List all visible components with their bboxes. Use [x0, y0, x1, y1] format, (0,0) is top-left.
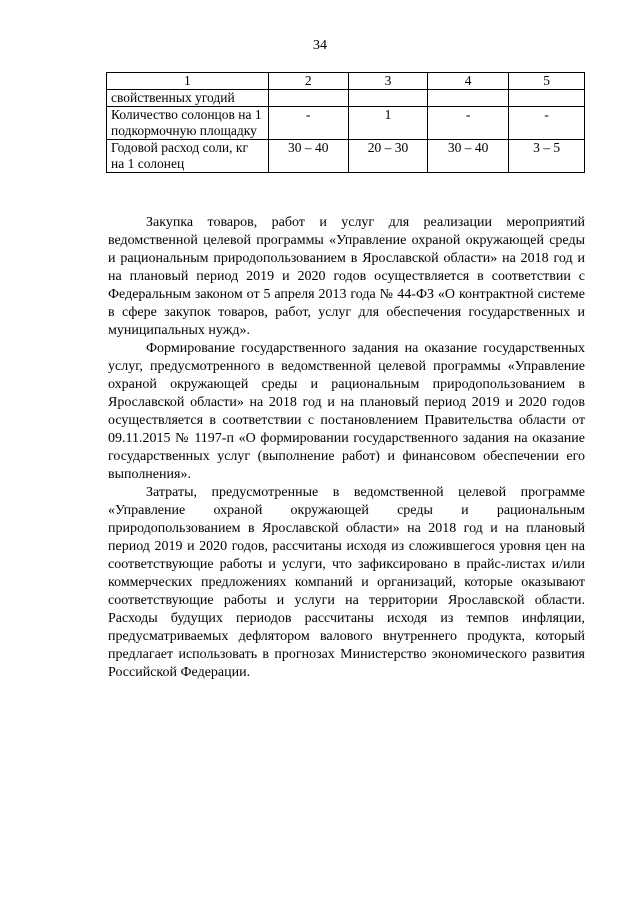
table-header-cell: 2 — [268, 73, 348, 90]
table-header-cell: 3 — [348, 73, 427, 90]
table-cell: - — [509, 107, 585, 140]
table-cell: - — [268, 107, 348, 140]
body-text — [108, 214, 585, 682]
table-cell — [428, 90, 509, 107]
table-row — [107, 107, 585, 140]
table-cell: 30 – 40 — [428, 140, 509, 173]
table-cell-label: Количество солонцов на 1 подкормочную площадку — [107, 107, 269, 140]
table-header-cell: 5 — [509, 73, 585, 90]
table-header-row — [107, 73, 585, 90]
table-row — [107, 140, 585, 173]
data-table — [106, 72, 585, 173]
table-cell: 30 – 40 — [268, 140, 348, 173]
table-cell — [509, 90, 585, 107]
table-row — [107, 90, 585, 107]
paragraph-procurement: Закупка товаров, работ и услуг для реализации мероприятий ведомственной целевой программы «Управление охраной окружающей среды и рациональным природопользованием в Ярославской области» на 2018 год и на плановый период 2019 и 2020 годов осуществляется в соответствии с Федеральным законом от 5 апреля 2013 года № 44-ФЗ «О контрактной системе в сфере закупок товаров, работ, услуг для обеспечения государственных и муниципальных нужд». — [108, 215, 585, 338]
table-cell-label: свойственных угодий — [107, 90, 269, 107]
table-header-cell: 1 — [107, 73, 269, 90]
table-cell: - — [428, 107, 509, 140]
page-number: 34 — [313, 38, 327, 53]
paragraph-state-assignment: Формирование государственного задания на оказание государственных услуг, предусмотренного в ведомственной целевой программы «Управление охраной окружающей среды и рациональным природопользованием в Ярославской области» на 2018 год и на плановый период 2019 и 2020 годов осуществляется в соответствии с постановлением Правительства области от 09.11.2015 № 1197-п «О формировании государственного задания на оказание государственных услуг (выполнение работ) и финансовом обеспечении его выполнения». — [108, 341, 585, 482]
paragraph-costs: Затраты, предусмотренные в ведомственной целевой программе «Управление охраной окружающей среды и рациональным природопользованием в Ярославской области» на 2018 год и на плановый период 2019 и 2020 годов, рассчитаны исходя из сложившегося уровня цен на соответствующие работы и услуги, что зафиксировано в прайс-листах и/или коммерческих предложениях компаний и организаций, которые оказывают соответствующие работы и услуги на территории Ярославской области. Расходы будущих периодов рассчитаны исходя из темпов инфляции, предусматриваемых дефлятором валового внутреннего продукта, который предлагает использовать в прогнозах Министерство экономического развития Российской Федерации. — [108, 485, 585, 680]
table-cell: 1 — [348, 107, 427, 140]
table-cell-label: Годовой расход соли, кг на 1 солонец — [107, 140, 269, 173]
table-cell: 20 – 30 — [348, 140, 427, 173]
table-header-cell: 4 — [428, 73, 509, 90]
table-cell — [268, 90, 348, 107]
table-cell: 3 – 5 — [509, 140, 585, 173]
table-cell — [348, 90, 427, 107]
